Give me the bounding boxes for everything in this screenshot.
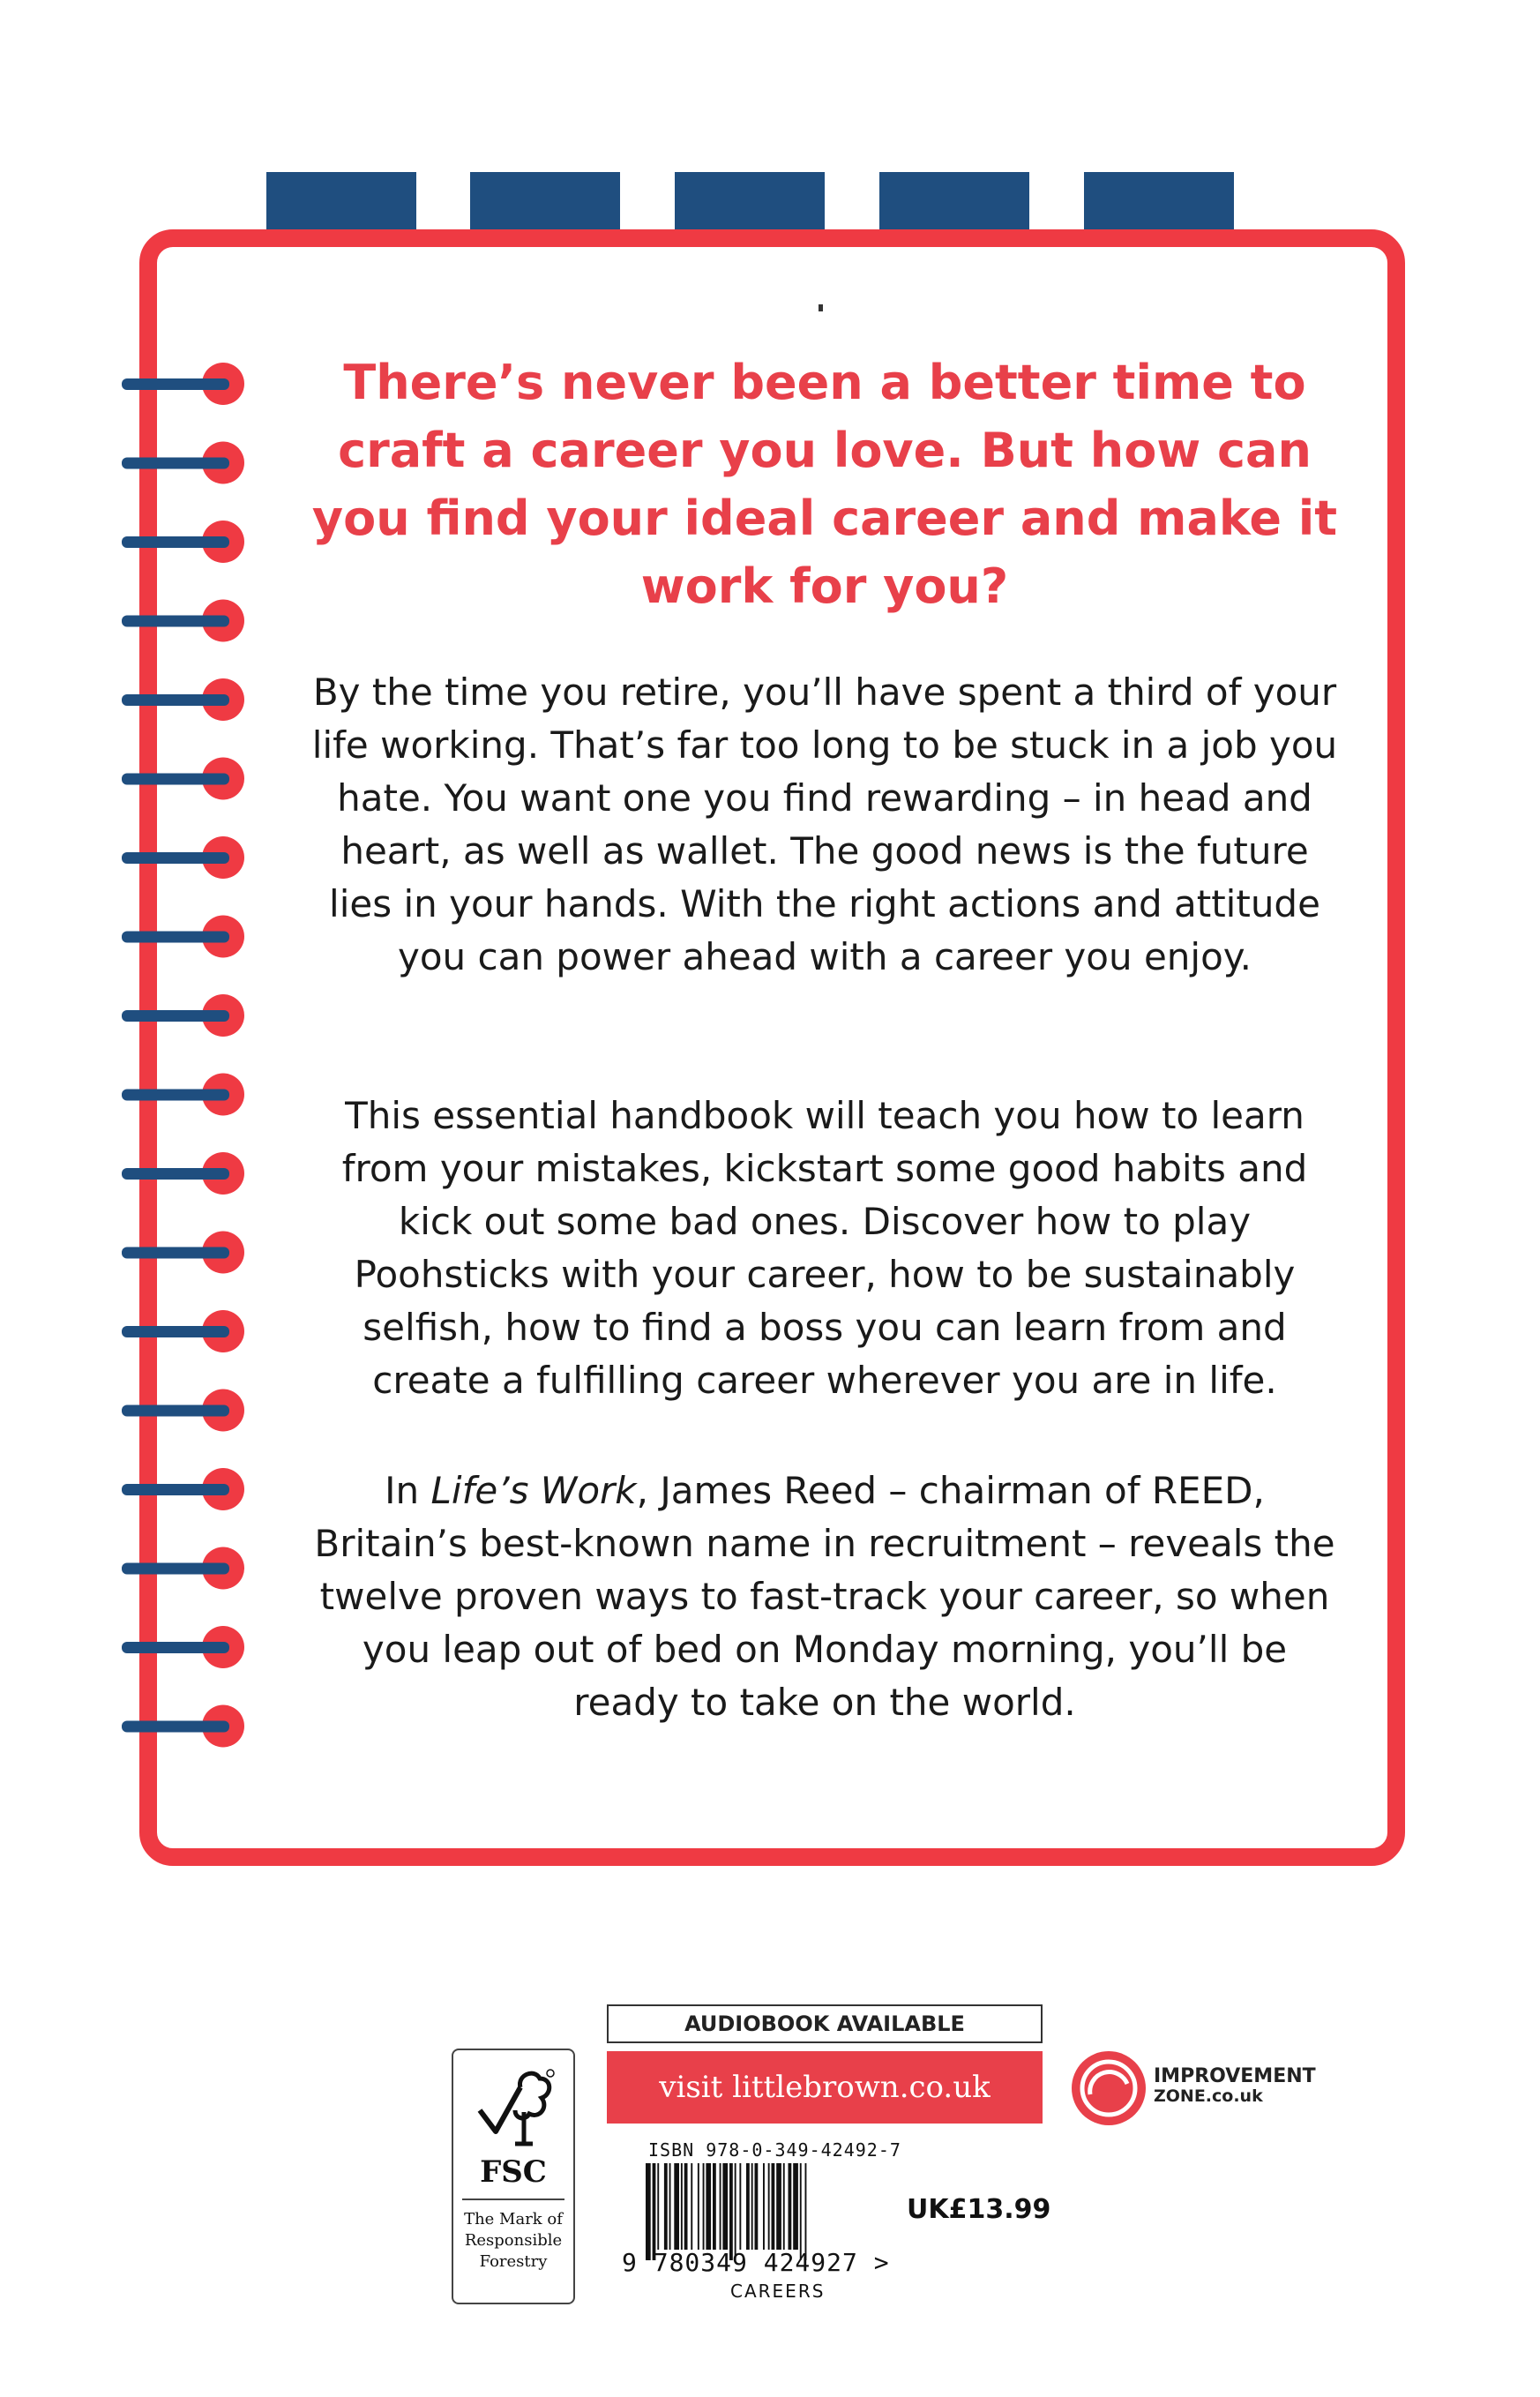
body-paragraph-3 (304, 1464, 1345, 1729)
barcode-bar (772, 2163, 775, 2250)
barcode-bar (674, 2163, 679, 2250)
barcode-bar (713, 2163, 716, 2250)
price: UK£13.99 (907, 2194, 1051, 2225)
fsc-tagline (453, 2209, 573, 2273)
barcode-bar (729, 2163, 733, 2260)
spiral-ring (122, 458, 229, 469)
barcode-bar (735, 2163, 736, 2260)
book-title: Life’s Work (430, 1469, 637, 1512)
barcode-bar (646, 2163, 651, 2260)
barcode-bar (763, 2163, 765, 2250)
spiral-ring (122, 1642, 229, 1653)
barcode-bar (793, 2163, 798, 2250)
website-link[interactable]: visit littlebrown.co.uk (607, 2051, 1043, 2124)
spiral-ring (122, 1721, 229, 1733)
fsc-tagline-line: The Mark of (464, 2210, 563, 2228)
spiral-ring (122, 1090, 229, 1101)
spiral-ring (122, 378, 229, 390)
barcode-bar (653, 2163, 656, 2260)
barcode-bar (783, 2163, 785, 2250)
barcode-bar (684, 2163, 688, 2250)
improvement-zone-line: ZONE.co.uk (1154, 2086, 1263, 2106)
barcode-bar (657, 2163, 659, 2250)
spiral-ring (122, 1247, 229, 1259)
spiral-ring (122, 616, 229, 627)
audiobook-label: AUDIOBOOK AVAILABLE (607, 2004, 1043, 2043)
spiral-ring (122, 932, 229, 943)
barcode-bar (698, 2163, 699, 2250)
barcode-bar (746, 2163, 750, 2250)
barcode-bar (706, 2163, 711, 2250)
spiral-ring (122, 1484, 229, 1495)
barcode-bar (691, 2163, 692, 2250)
barcode-bar (681, 2163, 683, 2250)
barcode-bar (805, 2163, 807, 2260)
spiral-ring (122, 1563, 229, 1575)
fsc-badge (452, 2049, 575, 2304)
barcode-bar (669, 2163, 671, 2250)
barcode-bar (739, 2163, 741, 2250)
improvement-zone-line: IMPROVEMENT (1154, 2065, 1316, 2087)
spiral-ring (122, 774, 229, 785)
spiral-ring (122, 536, 229, 548)
speck (819, 304, 823, 311)
barcode-icon (642, 2163, 889, 2260)
fsc-tagline-line: Forestry (479, 2252, 548, 2271)
fsc-divider (462, 2198, 564, 2200)
barcode-bar (720, 2163, 721, 2250)
spiral-ring (122, 1405, 229, 1417)
spiral-ring (122, 1010, 229, 1022)
barcode-bar (800, 2163, 802, 2260)
notebook-spiral-icon (122, 357, 254, 1751)
body-paragraph-2: This essential handbook will teach you how to learn from your mistakes, kickstart some good habits and kick out some bad ones. Discover how to play Poohsticks with your career, how to be sustainably selfish, how to find a boss you can learn from and create a fulfilling career wherever you are in life. (341, 1094, 1308, 1402)
barcode-bar (664, 2163, 668, 2250)
barcode-bar (768, 2163, 770, 2250)
spiral-ring (122, 1168, 229, 1180)
fsc-tagline-line: Responsible (464, 2231, 563, 2250)
spiral-ring (122, 694, 229, 706)
headline: There’s never been a better time to craft a career you love. But how can you find your ideal career and make it work for you? (311, 355, 1338, 614)
improvement-zone-text (1154, 2067, 1316, 2106)
body-paragraph-1: By the time you retire, you’ll have spent a third of your life working. That’s far too long to be stuck in a job you hate. You want one you find rewarding – in head and heart, as well as wallet. The good news is the future lies in your hands. With the right actions and attitude you can power ahead with a career you enjoy. (311, 670, 1338, 978)
paragraph-3-prefix: In (385, 1469, 431, 1512)
paragraph-3-rest: , James Reed – chairman of REED, Britain’s best-known name in recruitment – reveals the twelve proven ways to fast-track your career, so when you leap out of bed on Monday morning, you’ll be ready to take on the world. (314, 1469, 1335, 1724)
improvement-zone-logo-icon (1069, 2049, 1148, 2128)
barcode-bar (789, 2163, 792, 2250)
barcode-bar (755, 2163, 759, 2250)
barcode-bar (722, 2163, 728, 2250)
spiral-ring (122, 1326, 229, 1337)
barcode-number: 9 780349 424927 > (622, 2248, 890, 2277)
spiral-ring (122, 852, 229, 864)
barcode-bar (703, 2163, 705, 2250)
fsc-tree-icon (469, 2068, 557, 2152)
category-label: CAREERS (730, 2281, 826, 2302)
isbn-text: ISBN 978-0-349-42492-7 (648, 2139, 901, 2161)
barcode-bar (751, 2163, 753, 2250)
fsc-label: FSC (480, 2154, 547, 2190)
barcode-bar (776, 2163, 781, 2250)
